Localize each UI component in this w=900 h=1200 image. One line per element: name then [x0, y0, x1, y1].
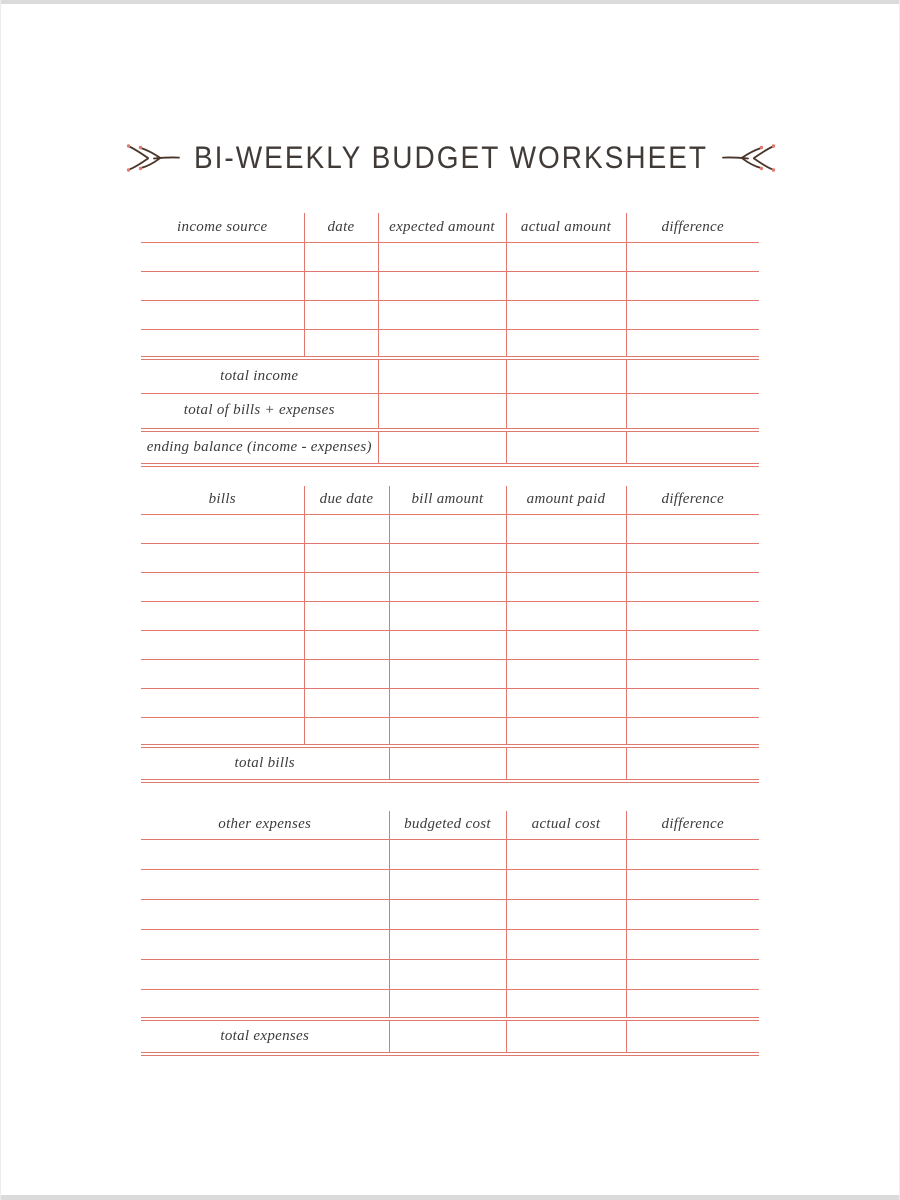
other-blank-cell [626, 869, 759, 899]
income-column-header: difference [626, 213, 759, 242]
other-blank-cell [506, 989, 626, 1019]
income-blank-cell [626, 329, 759, 358]
branch-ornament-left-icon [125, 143, 181, 173]
bills-blank-cell [506, 659, 626, 688]
bills-table [141, 486, 759, 783]
income-total-cell [378, 393, 506, 430]
bills-blank-cell [389, 659, 506, 688]
bills-blank-cell [304, 543, 389, 572]
other-blank-cell [506, 929, 626, 959]
income-total-cell [506, 393, 626, 430]
income-total-cell [378, 358, 506, 393]
income-blank-cell [378, 271, 506, 300]
other-blank-cell [389, 959, 506, 989]
bills-blank-cell [141, 514, 304, 543]
income-blank-cell [626, 300, 759, 329]
bills-blank-cell [389, 630, 506, 659]
bills-blank-cell [141, 572, 304, 601]
income-blank-cell [141, 329, 304, 358]
other-column-header: difference [626, 811, 759, 839]
income-blank-cell [506, 242, 626, 271]
income-table [141, 213, 759, 467]
bills-blank-cell [506, 601, 626, 630]
income-blank-cell [506, 271, 626, 300]
other-blank-cell [389, 929, 506, 959]
income-blank-cell [378, 329, 506, 358]
other-blank-cell [141, 989, 389, 1019]
other-blank-cell [506, 959, 626, 989]
bills-blank-cell [304, 572, 389, 601]
bills-column-header: bills [141, 486, 304, 514]
bills-blank-cell [389, 572, 506, 601]
bills-blank-cell [506, 717, 626, 746]
income-blank-cell [378, 300, 506, 329]
income-blank-cell [378, 242, 506, 271]
income-blank-cell [626, 242, 759, 271]
bills-column-header: amount paid [506, 486, 626, 514]
income-blank-cell [141, 242, 304, 271]
bills-blank-cell [304, 688, 389, 717]
other-total-cell [389, 1019, 506, 1054]
other-total-cell [506, 1019, 626, 1054]
income-column-header: date [304, 213, 378, 242]
income-blank-cell [141, 300, 304, 329]
bills-blank-cell [389, 601, 506, 630]
income-total-cell [626, 393, 759, 430]
bills-blank-cell [506, 514, 626, 543]
income-total-cell [626, 358, 759, 393]
bills-blank-cell [141, 659, 304, 688]
income-total-label: ending balance (income - expenses) [141, 430, 378, 465]
income-blank-cell [304, 329, 378, 358]
other-blank-cell [141, 929, 389, 959]
income-total-label: total income [141, 358, 378, 393]
income-blank-cell [506, 329, 626, 358]
other-blank-cell [506, 869, 626, 899]
bills-blank-cell [506, 543, 626, 572]
bills-blank-cell [304, 630, 389, 659]
bills-blank-cell [304, 514, 389, 543]
other-blank-cell [389, 989, 506, 1019]
other-blank-cell [626, 899, 759, 929]
branch-ornament-right-icon [721, 143, 777, 173]
other-blank-cell [141, 959, 389, 989]
other-blank-cell [389, 869, 506, 899]
bills-blank-cell [304, 601, 389, 630]
other-total-label: total expenses [141, 1019, 389, 1054]
income-total-cell [378, 430, 506, 465]
income-column-header: expected amount [378, 213, 506, 242]
income-blank-cell [304, 242, 378, 271]
income-total-label: total of bills + expenses [141, 393, 378, 430]
bills-blank-cell [389, 688, 506, 717]
income-total-cell [506, 430, 626, 465]
page-title: BI-WEEKLY BUDGET WORKSHEET [193, 140, 709, 175]
other-blank-cell [389, 839, 506, 869]
other-blank-cell [506, 839, 626, 869]
income-blank-cell [304, 300, 378, 329]
bills-blank-cell [626, 630, 759, 659]
page-top-edge [1, 0, 899, 4]
bills-blank-cell [389, 543, 506, 572]
bills-total-cell [626, 746, 759, 781]
bills-blank-cell [626, 601, 759, 630]
other-column-header: actual cost [506, 811, 626, 839]
bills-blank-cell [626, 514, 759, 543]
bills-total-cell [389, 746, 506, 781]
bills-total-label: total bills [141, 746, 389, 781]
bills-blank-cell [626, 572, 759, 601]
income-column-header: income source [141, 213, 304, 242]
bills-blank-cell [141, 543, 304, 572]
bills-blank-cell [506, 630, 626, 659]
bills-blank-cell [141, 717, 304, 746]
bills-blank-cell [389, 514, 506, 543]
other-total-cell [626, 1019, 759, 1054]
bills-blank-cell [626, 543, 759, 572]
other-blank-cell [626, 959, 759, 989]
other-blank-cell [389, 899, 506, 929]
income-total-cell [506, 358, 626, 393]
other-column-header: budgeted cost [389, 811, 506, 839]
bills-column-header: bill amount [389, 486, 506, 514]
bills-column-header: due date [304, 486, 389, 514]
other-column-header: other expenses [141, 811, 389, 839]
other-blank-cell [141, 899, 389, 929]
other-blank-cell [141, 869, 389, 899]
other-blank-cell [626, 929, 759, 959]
bills-blank-cell [304, 659, 389, 688]
bills-blank-cell [626, 688, 759, 717]
income-blank-cell [506, 300, 626, 329]
bills-blank-cell [141, 601, 304, 630]
other-blank-cell [141, 839, 389, 869]
bills-column-header: difference [626, 486, 759, 514]
income-blank-cell [141, 271, 304, 300]
bills-blank-cell [304, 717, 389, 746]
page-bottom-edge [1, 1195, 899, 1200]
bills-blank-cell [626, 717, 759, 746]
bills-blank-cell [506, 572, 626, 601]
income-total-cell [626, 430, 759, 465]
other-expenses-table [141, 811, 759, 1056]
income-column-header: actual amount [506, 213, 626, 242]
other-blank-cell [506, 899, 626, 929]
bills-blank-cell [626, 659, 759, 688]
bills-blank-cell [141, 630, 304, 659]
bills-total-cell [506, 746, 626, 781]
bills-blank-cell [141, 688, 304, 717]
bills-blank-cell [506, 688, 626, 717]
title-row [121, 136, 781, 180]
income-blank-cell [304, 271, 378, 300]
bills-blank-cell [389, 717, 506, 746]
other-blank-cell [626, 989, 759, 1019]
income-blank-cell [626, 271, 759, 300]
other-blank-cell [626, 839, 759, 869]
